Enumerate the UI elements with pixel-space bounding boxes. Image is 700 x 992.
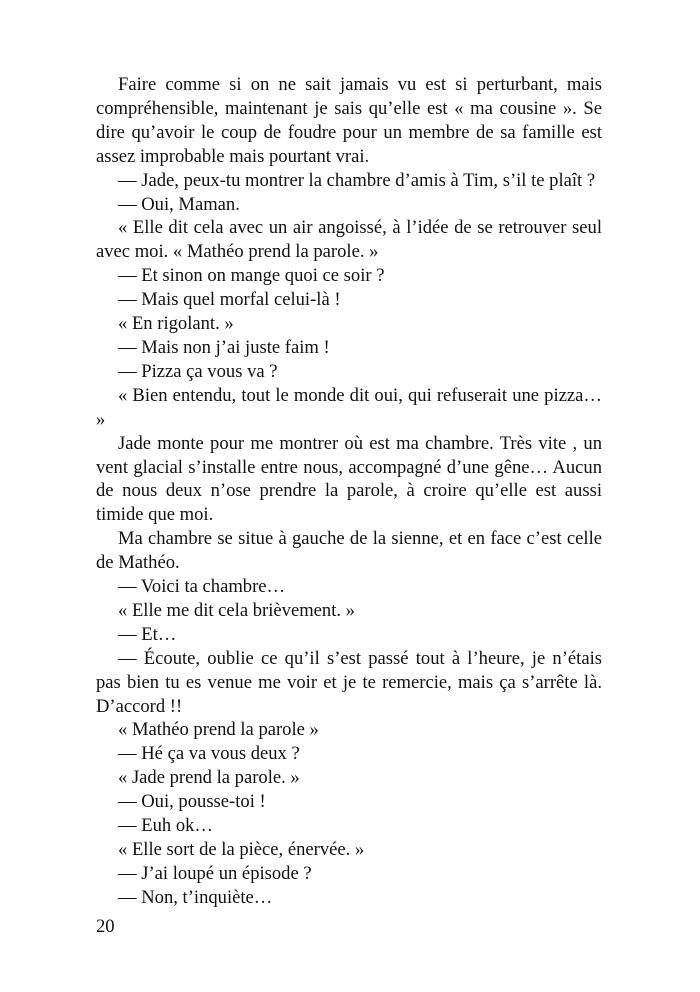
dialogue-line: — Mais quel morfal celui-là ! [118, 289, 341, 311]
dialogue-line: — Et sinon on mange quoi ce soir ? [118, 265, 385, 287]
paragraph: Jade monte pour me montrer où est ma chambre. Très vite , un vent glacial s’installe entre nous, accompagné d’une gêne… Aucun de nous deux n’ose prendre la parole, à croire qu’elle est aussi timide que moi. [96, 432, 602, 526]
narration-line: « Jade prend la parole. » [118, 767, 300, 789]
narration-line: « Mathéo prend la parole » [118, 719, 319, 741]
dialogue-line: — Pizza ça vous va ? [118, 360, 278, 382]
narration-line: « Elle me dit cela brièvement. » [118, 599, 355, 621]
dialogue-line: — Euh ok… [118, 815, 214, 837]
paragraph: Faire comme si on ne sait jamais vu est si perturbant, mais compréhensible, maintenant je sais qu’elle est « ma cousine ». Se dire qu’avoir le coup de foudre pour un membre de sa famille est assez improbable mais pourtant vrai. [96, 74, 602, 167]
page-body-text [96, 73, 602, 910]
dialogue-line: — Non, t’inquiète… [118, 886, 273, 908]
dialogue-line: — Oui, pousse-toi ! [118, 791, 266, 813]
dialogue-line: — Oui, Maman. [118, 193, 240, 215]
narration-line: « Elle sort de la pièce, énervée. » [118, 839, 365, 860]
narration-line: « Bien entendu, tout le monde dit oui, qui refuserait une pizza… » [96, 384, 602, 430]
page-number: 20 [96, 916, 115, 937]
dialogue-line: — Voici ta chambre… [118, 576, 286, 598]
dialogue-line: — Jade, peux-tu montrer la chambre d’amis à Tim, s’il te plaît ? [118, 169, 596, 191]
paragraph: « Elle dit cela avec un air angoissé, à l’idée de se retrouver seul avec moi. « Mathéo prend la parole. » [96, 217, 602, 263]
dialogue-line: — Mais non j’ai juste faim ! [118, 336, 330, 358]
dialogue-line: — Écoute, oublie ce qu’il s’est passé tout à l’heure, je n’étais pas bien tu es venue me voir et je te remercie, mais ça s’arrête là. D’accord !! [96, 647, 602, 717]
dialogue-line: — Hé ça va vous deux ? [118, 743, 300, 765]
paragraph: Ma chambre se situe à gauche de la sienne, et en face c’est celle de Mathéo. [96, 528, 602, 574]
narration-line: « En rigolant. » [118, 313, 234, 335]
dialogue-line: — Et… [118, 623, 177, 645]
dialogue-line: — J’ai loupé un épisode ? [118, 862, 312, 884]
